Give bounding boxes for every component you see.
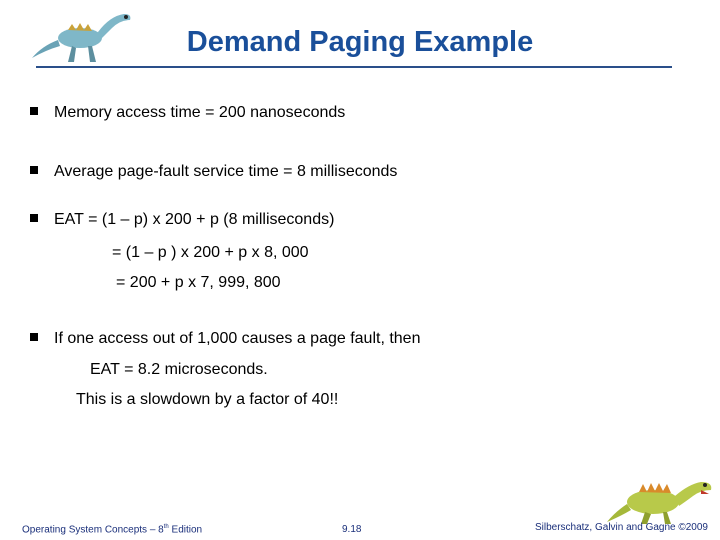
bullet-item [30, 162, 397, 182]
title-divider [36, 66, 672, 68]
dinosaur-icon [605, 466, 717, 526]
bullet-item [30, 329, 420, 349]
bullet-text: Memory access time = 200 nanoseconds [54, 104, 346, 121]
bullet-marker [30, 166, 38, 174]
page-title: Demand Paging Example [186, 26, 534, 58]
bullet-text: If one access out of 1,000 causes a page fault, then [54, 330, 421, 347]
eat-derivation-line: = (1 – p ) x 200 + p x 8, 000 [112, 244, 309, 261]
footer-book-title [22, 524, 202, 535]
result-line: This is a slowdown by a factor of 40!! [76, 391, 339, 408]
bullet-item [30, 210, 334, 230]
bullet-text: EAT = (1 – p) x 200 + p (8 milliseconds) [54, 211, 335, 228]
eat-derivation-line: = 200 + p x 7, 999, 800 [116, 274, 281, 291]
bullet-marker [30, 107, 38, 115]
bullet-text: Average page-fault service time = 8 milliseconds [54, 163, 398, 180]
footer-page-number: 9.18 [342, 524, 362, 535]
footer-book-prefix: Operating System Concepts – 8 [22, 524, 164, 536]
bullet-item [30, 103, 345, 123]
bullet-marker [30, 214, 38, 222]
footer-book-sup: th [163, 524, 169, 530]
footer-book-suffix: Edition [168, 524, 203, 536]
bullet-marker [30, 333, 38, 341]
footer-authors: Silberschatz, Galvin and Gagne ©2009 [534, 522, 708, 533]
result-line: EAT = 8.2 microseconds. [90, 361, 268, 378]
